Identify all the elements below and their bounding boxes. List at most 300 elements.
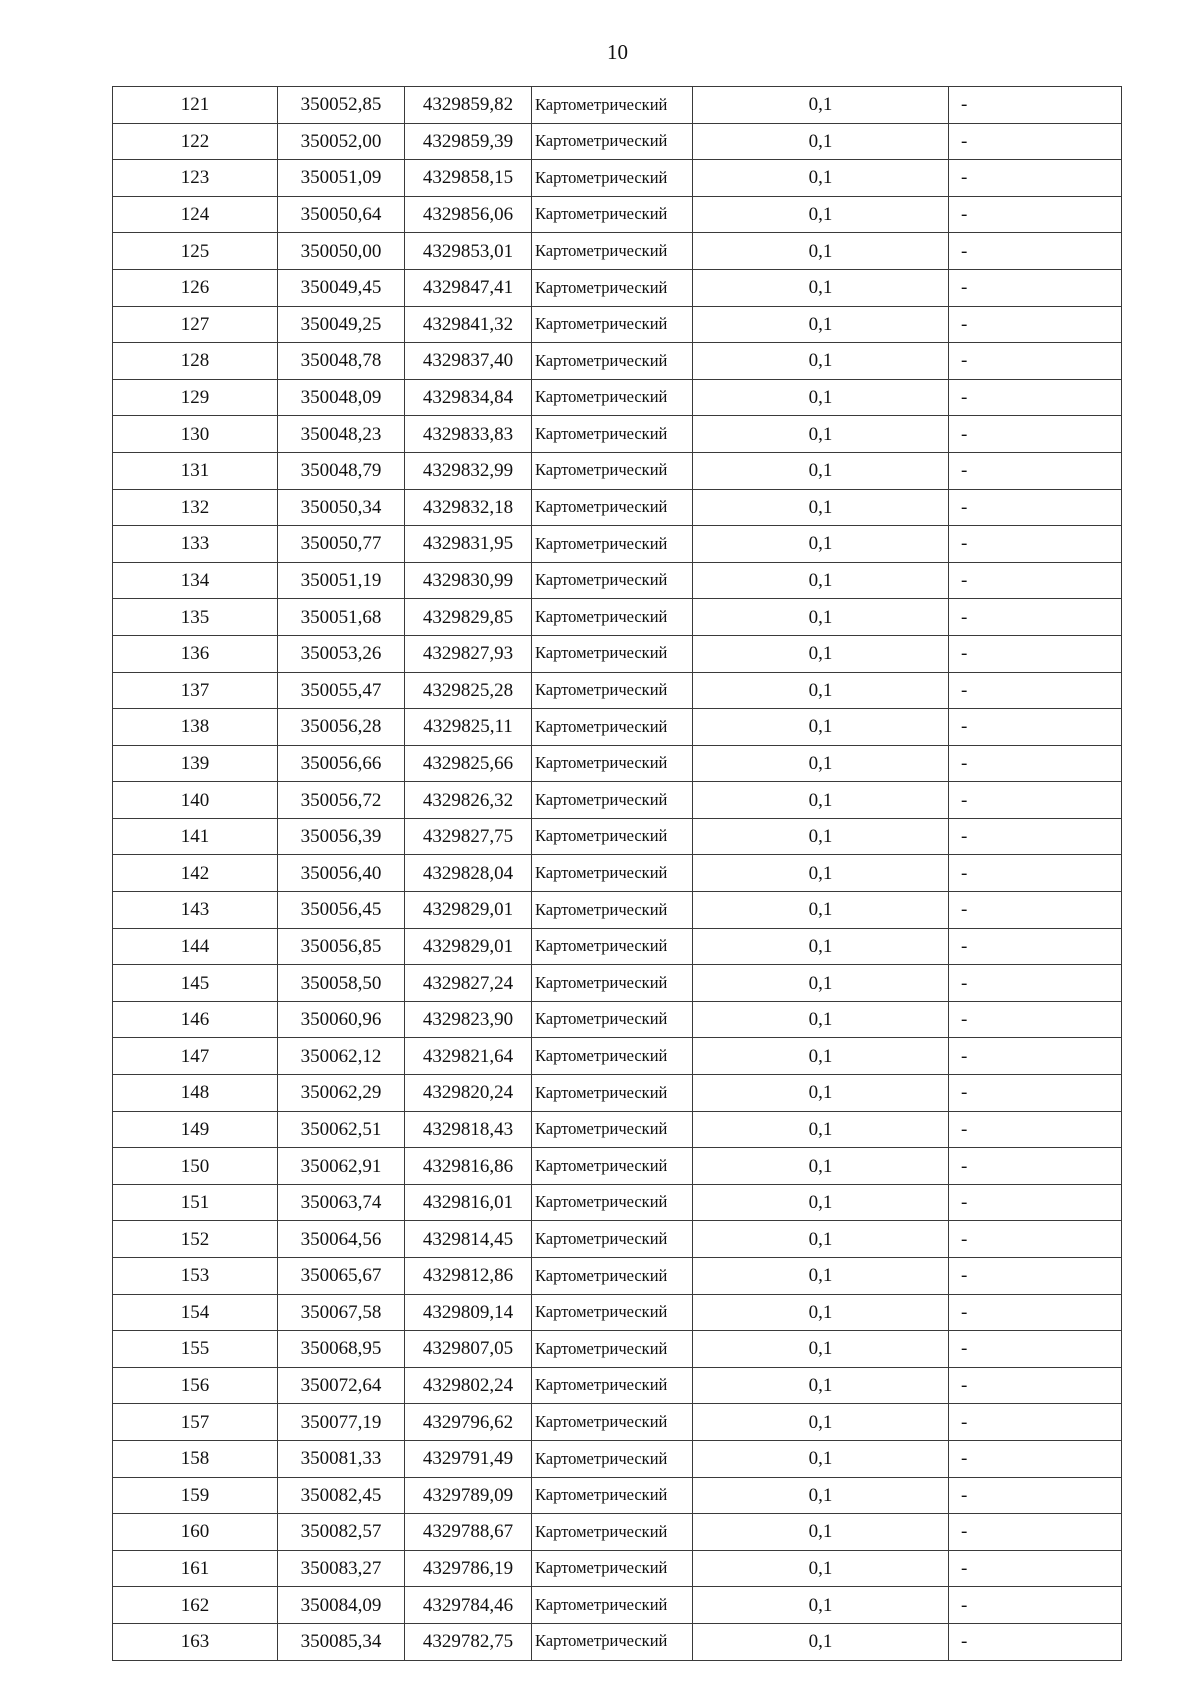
x-coordinate-cell: 350051,19	[278, 562, 405, 599]
table-row	[113, 928, 1122, 965]
method-cell: Картометрический	[532, 1294, 693, 1331]
y-coordinate-cell: 4329821,64	[405, 1038, 532, 1075]
x-coordinate-cell: 350052,00	[278, 123, 405, 160]
method-cell: Картометрический	[532, 782, 693, 819]
point-number-cell: 131	[113, 452, 278, 489]
y-coordinate-cell: 4329826,32	[405, 782, 532, 819]
table-row	[113, 1587, 1122, 1624]
x-coordinate-cell: 350055,47	[278, 672, 405, 709]
table-row	[113, 635, 1122, 672]
table-row	[113, 1111, 1122, 1148]
description-cell: -	[949, 855, 1122, 892]
description-cell: -	[949, 1111, 1122, 1148]
y-coordinate-cell: 4329809,14	[405, 1294, 532, 1331]
accuracy-cell: 0,1	[693, 892, 949, 929]
description-cell: -	[949, 452, 1122, 489]
y-coordinate-cell: 4329830,99	[405, 562, 532, 599]
method-cell: Картометрический	[532, 416, 693, 453]
accuracy-cell: 0,1	[693, 1550, 949, 1587]
y-coordinate-cell: 4329825,66	[405, 745, 532, 782]
x-coordinate-cell: 350063,74	[278, 1184, 405, 1221]
table-row	[113, 526, 1122, 563]
description-cell: -	[949, 1258, 1122, 1295]
accuracy-cell: 0,1	[693, 1221, 949, 1258]
table-row	[113, 196, 1122, 233]
table-row	[113, 343, 1122, 380]
y-coordinate-cell: 4329847,41	[405, 269, 532, 306]
description-cell: -	[949, 196, 1122, 233]
point-number-cell: 129	[113, 379, 278, 416]
method-cell: Картометрический	[532, 1111, 693, 1148]
accuracy-cell: 0,1	[693, 965, 949, 1002]
description-cell: -	[949, 1587, 1122, 1624]
point-number-cell: 147	[113, 1038, 278, 1075]
point-number-cell: 128	[113, 343, 278, 380]
method-cell: Картометрический	[532, 1404, 693, 1441]
x-coordinate-cell: 350056,28	[278, 709, 405, 746]
x-coordinate-cell: 350056,85	[278, 928, 405, 965]
accuracy-cell: 0,1	[693, 1148, 949, 1185]
point-number-cell: 158	[113, 1440, 278, 1477]
accuracy-cell: 0,1	[693, 928, 949, 965]
point-number-cell: 123	[113, 160, 278, 197]
accuracy-cell: 0,1	[693, 855, 949, 892]
accuracy-cell: 0,1	[693, 1514, 949, 1551]
description-cell: -	[949, 1477, 1122, 1514]
accuracy-cell: 0,1	[693, 1623, 949, 1660]
point-number-cell: 155	[113, 1331, 278, 1368]
accuracy-cell: 0,1	[693, 745, 949, 782]
x-coordinate-cell: 350058,50	[278, 965, 405, 1002]
x-coordinate-cell: 350048,78	[278, 343, 405, 380]
method-cell: Картометрический	[532, 818, 693, 855]
method-cell: Картометрический	[532, 1331, 693, 1368]
page-number: 10	[607, 40, 628, 64]
x-coordinate-cell: 350084,09	[278, 1587, 405, 1624]
point-number-cell: 135	[113, 599, 278, 636]
accuracy-cell: 0,1	[693, 526, 949, 563]
accuracy-cell: 0,1	[693, 269, 949, 306]
accuracy-cell: 0,1	[693, 1294, 949, 1331]
method-cell: Картометрический	[532, 1184, 693, 1221]
accuracy-cell: 0,1	[693, 635, 949, 672]
x-coordinate-cell: 350081,33	[278, 1440, 405, 1477]
table-row	[113, 1440, 1122, 1477]
y-coordinate-cell: 4329828,04	[405, 855, 532, 892]
method-cell: Картометрический	[532, 1587, 693, 1624]
y-coordinate-cell: 4329833,83	[405, 416, 532, 453]
accuracy-cell: 0,1	[693, 562, 949, 599]
table-row	[113, 1477, 1122, 1514]
point-number-cell: 139	[113, 745, 278, 782]
method-cell: Картометрический	[532, 745, 693, 782]
description-cell: -	[949, 379, 1122, 416]
point-number-cell: 148	[113, 1075, 278, 1112]
y-coordinate-cell: 4329782,75	[405, 1623, 532, 1660]
x-coordinate-cell: 350050,34	[278, 489, 405, 526]
x-coordinate-cell: 350050,00	[278, 233, 405, 270]
method-cell: Картометрический	[532, 672, 693, 709]
y-coordinate-cell: 4329796,62	[405, 1404, 532, 1441]
y-coordinate-cell: 4329814,45	[405, 1221, 532, 1258]
table-row	[113, 123, 1122, 160]
method-cell: Картометрический	[532, 709, 693, 746]
method-cell: Картометрический	[532, 892, 693, 929]
description-cell: -	[949, 526, 1122, 563]
method-cell: Картометрический	[532, 1367, 693, 1404]
x-coordinate-cell: 350049,25	[278, 306, 405, 343]
method-cell: Картометрический	[532, 1514, 693, 1551]
description-cell: -	[949, 1075, 1122, 1112]
y-coordinate-cell: 4329807,05	[405, 1331, 532, 1368]
method-cell: Картометрический	[532, 269, 693, 306]
x-coordinate-cell: 350056,72	[278, 782, 405, 819]
description-cell: -	[949, 1148, 1122, 1185]
point-number-cell: 141	[113, 818, 278, 855]
y-coordinate-cell: 4329856,06	[405, 196, 532, 233]
method-cell: Картометрический	[532, 1221, 693, 1258]
table-row	[113, 672, 1122, 709]
y-coordinate-cell: 4329827,75	[405, 818, 532, 855]
x-coordinate-cell: 350085,34	[278, 1623, 405, 1660]
x-coordinate-cell: 350060,96	[278, 1001, 405, 1038]
y-coordinate-cell: 4329816,86	[405, 1148, 532, 1185]
description-cell: -	[949, 892, 1122, 929]
y-coordinate-cell: 4329825,28	[405, 672, 532, 709]
method-cell: Картометрический	[532, 526, 693, 563]
description-cell: -	[949, 599, 1122, 636]
method-cell: Картометрический	[532, 452, 693, 489]
table-row	[113, 855, 1122, 892]
accuracy-cell: 0,1	[693, 87, 949, 124]
table-row	[113, 1001, 1122, 1038]
method-cell: Картометрический	[532, 343, 693, 380]
description-cell: -	[949, 269, 1122, 306]
accuracy-cell: 0,1	[693, 1001, 949, 1038]
method-cell: Картометрический	[532, 599, 693, 636]
description-cell: -	[949, 1404, 1122, 1441]
accuracy-cell: 0,1	[693, 1587, 949, 1624]
x-coordinate-cell: 350068,95	[278, 1331, 405, 1368]
y-coordinate-cell: 4329841,32	[405, 306, 532, 343]
method-cell: Картометрический	[532, 1001, 693, 1038]
x-coordinate-cell: 350062,29	[278, 1075, 405, 1112]
description-cell: -	[949, 818, 1122, 855]
point-number-cell: 130	[113, 416, 278, 453]
y-coordinate-cell: 4329827,24	[405, 965, 532, 1002]
point-number-cell: 157	[113, 1404, 278, 1441]
accuracy-cell: 0,1	[693, 343, 949, 380]
coordinates-table-body	[113, 87, 1122, 1661]
x-coordinate-cell: 350056,40	[278, 855, 405, 892]
y-coordinate-cell: 4329859,39	[405, 123, 532, 160]
point-number-cell: 144	[113, 928, 278, 965]
description-cell: -	[949, 306, 1122, 343]
table-row	[113, 892, 1122, 929]
description-cell: -	[949, 1331, 1122, 1368]
accuracy-cell: 0,1	[693, 1477, 949, 1514]
description-cell: -	[949, 1367, 1122, 1404]
x-coordinate-cell: 350056,45	[278, 892, 405, 929]
table-row	[113, 1038, 1122, 1075]
accuracy-cell: 0,1	[693, 1331, 949, 1368]
description-cell: -	[949, 343, 1122, 380]
point-number-cell: 146	[113, 1001, 278, 1038]
table-row	[113, 233, 1122, 270]
table-row	[113, 1331, 1122, 1368]
description-cell: -	[949, 635, 1122, 672]
table-row	[113, 818, 1122, 855]
table-row	[113, 1184, 1122, 1221]
table-row	[113, 1404, 1122, 1441]
accuracy-cell: 0,1	[693, 1367, 949, 1404]
table-row	[113, 709, 1122, 746]
y-coordinate-cell: 4329820,24	[405, 1075, 532, 1112]
y-coordinate-cell: 4329853,01	[405, 233, 532, 270]
x-coordinate-cell: 350051,68	[278, 599, 405, 636]
description-cell: -	[949, 1294, 1122, 1331]
method-cell: Картометрический	[532, 928, 693, 965]
accuracy-cell: 0,1	[693, 233, 949, 270]
point-number-cell: 163	[113, 1623, 278, 1660]
table-row	[113, 306, 1122, 343]
y-coordinate-cell: 4329818,43	[405, 1111, 532, 1148]
x-coordinate-cell: 350065,67	[278, 1258, 405, 1295]
point-number-cell: 154	[113, 1294, 278, 1331]
point-number-cell: 137	[113, 672, 278, 709]
point-number-cell: 153	[113, 1258, 278, 1295]
x-coordinate-cell: 350056,39	[278, 818, 405, 855]
table-row	[113, 160, 1122, 197]
point-number-cell: 160	[113, 1514, 278, 1551]
description-cell: -	[949, 965, 1122, 1002]
accuracy-cell: 0,1	[693, 1440, 949, 1477]
y-coordinate-cell: 4329832,18	[405, 489, 532, 526]
point-number-cell: 140	[113, 782, 278, 819]
accuracy-cell: 0,1	[693, 1075, 949, 1112]
method-cell: Картометрический	[532, 160, 693, 197]
point-number-cell: 125	[113, 233, 278, 270]
method-cell: Картометрический	[532, 489, 693, 526]
method-cell: Картометрический	[532, 1477, 693, 1514]
accuracy-cell: 0,1	[693, 1258, 949, 1295]
description-cell: -	[949, 1001, 1122, 1038]
y-coordinate-cell: 4329823,90	[405, 1001, 532, 1038]
method-cell: Картометрический	[532, 196, 693, 233]
accuracy-cell: 0,1	[693, 452, 949, 489]
x-coordinate-cell: 350048,09	[278, 379, 405, 416]
point-number-cell: 149	[113, 1111, 278, 1148]
x-coordinate-cell: 350052,85	[278, 87, 405, 124]
table-row	[113, 599, 1122, 636]
x-coordinate-cell: 350050,77	[278, 526, 405, 563]
accuracy-cell: 0,1	[693, 782, 949, 819]
method-cell: Картометрический	[532, 1258, 693, 1295]
x-coordinate-cell: 350062,51	[278, 1111, 405, 1148]
table-row	[113, 1294, 1122, 1331]
point-number-cell: 124	[113, 196, 278, 233]
table-row	[113, 1221, 1122, 1258]
table-row	[113, 562, 1122, 599]
accuracy-cell: 0,1	[693, 672, 949, 709]
coordinates-table	[112, 86, 1122, 1661]
point-number-cell: 122	[113, 123, 278, 160]
y-coordinate-cell: 4329789,09	[405, 1477, 532, 1514]
method-cell: Картометрический	[532, 635, 693, 672]
method-cell: Картометрический	[532, 1440, 693, 1477]
table-row	[113, 1148, 1122, 1185]
table-row	[113, 1514, 1122, 1551]
accuracy-cell: 0,1	[693, 416, 949, 453]
accuracy-cell: 0,1	[693, 489, 949, 526]
y-coordinate-cell: 4329829,01	[405, 892, 532, 929]
description-cell: -	[949, 672, 1122, 709]
table-row	[113, 1075, 1122, 1112]
y-coordinate-cell: 4329791,49	[405, 1440, 532, 1477]
x-coordinate-cell: 350049,45	[278, 269, 405, 306]
y-coordinate-cell: 4329834,84	[405, 379, 532, 416]
point-number-cell: 143	[113, 892, 278, 929]
method-cell: Картометрический	[532, 1148, 693, 1185]
method-cell: Картометрический	[532, 379, 693, 416]
accuracy-cell: 0,1	[693, 599, 949, 636]
description-cell: -	[949, 1221, 1122, 1258]
table-row	[113, 1258, 1122, 1295]
method-cell: Картометрический	[532, 233, 693, 270]
point-number-cell: 132	[113, 489, 278, 526]
point-number-cell: 134	[113, 562, 278, 599]
y-coordinate-cell: 4329812,86	[405, 1258, 532, 1295]
accuracy-cell: 0,1	[693, 818, 949, 855]
table-row	[113, 745, 1122, 782]
description-cell: -	[949, 489, 1122, 526]
point-number-cell: 121	[113, 87, 278, 124]
x-coordinate-cell: 350062,91	[278, 1148, 405, 1185]
x-coordinate-cell: 350082,57	[278, 1514, 405, 1551]
y-coordinate-cell: 4329858,15	[405, 160, 532, 197]
table-row	[113, 416, 1122, 453]
point-number-cell: 151	[113, 1184, 278, 1221]
accuracy-cell: 0,1	[693, 306, 949, 343]
table-row	[113, 269, 1122, 306]
table-row	[113, 1367, 1122, 1404]
point-number-cell: 152	[113, 1221, 278, 1258]
accuracy-cell: 0,1	[693, 1038, 949, 1075]
y-coordinate-cell: 4329827,93	[405, 635, 532, 672]
point-number-cell: 156	[113, 1367, 278, 1404]
x-coordinate-cell: 350072,64	[278, 1367, 405, 1404]
point-number-cell: 127	[113, 306, 278, 343]
y-coordinate-cell: 4329786,19	[405, 1550, 532, 1587]
table-row	[113, 489, 1122, 526]
point-number-cell: 136	[113, 635, 278, 672]
y-coordinate-cell: 4329832,99	[405, 452, 532, 489]
y-coordinate-cell: 4329816,01	[405, 1184, 532, 1221]
x-coordinate-cell: 350048,79	[278, 452, 405, 489]
description-cell: -	[949, 709, 1122, 746]
description-cell: -	[949, 1038, 1122, 1075]
description-cell: -	[949, 745, 1122, 782]
accuracy-cell: 0,1	[693, 196, 949, 233]
point-number-cell: 150	[113, 1148, 278, 1185]
description-cell: -	[949, 1623, 1122, 1660]
accuracy-cell: 0,1	[693, 1184, 949, 1221]
y-coordinate-cell: 4329831,95	[405, 526, 532, 563]
table-row	[113, 379, 1122, 416]
method-cell: Картометрический	[532, 123, 693, 160]
description-cell: -	[949, 87, 1122, 124]
description-cell: -	[949, 123, 1122, 160]
point-number-cell: 138	[113, 709, 278, 746]
point-number-cell: 133	[113, 526, 278, 563]
accuracy-cell: 0,1	[693, 379, 949, 416]
y-coordinate-cell: 4329829,85	[405, 599, 532, 636]
method-cell: Картометрический	[532, 965, 693, 1002]
method-cell: Картометрический	[532, 1623, 693, 1660]
point-number-cell: 159	[113, 1477, 278, 1514]
table-row	[113, 1623, 1122, 1660]
table-row	[113, 782, 1122, 819]
y-coordinate-cell: 4329829,01	[405, 928, 532, 965]
method-cell: Картометрический	[532, 1038, 693, 1075]
y-coordinate-cell: 4329837,40	[405, 343, 532, 380]
description-cell: -	[949, 160, 1122, 197]
x-coordinate-cell: 350062,12	[278, 1038, 405, 1075]
x-coordinate-cell: 350050,64	[278, 196, 405, 233]
method-cell: Картометрический	[532, 87, 693, 124]
description-cell: -	[949, 1550, 1122, 1587]
description-cell: -	[949, 928, 1122, 965]
y-coordinate-cell: 4329788,67	[405, 1514, 532, 1551]
table-row	[113, 452, 1122, 489]
accuracy-cell: 0,1	[693, 160, 949, 197]
x-coordinate-cell: 350064,56	[278, 1221, 405, 1258]
description-cell: -	[949, 1440, 1122, 1477]
y-coordinate-cell: 4329859,82	[405, 87, 532, 124]
accuracy-cell: 0,1	[693, 1404, 949, 1441]
y-coordinate-cell: 4329802,24	[405, 1367, 532, 1404]
table-row	[113, 87, 1122, 124]
method-cell: Картометрический	[532, 1550, 693, 1587]
method-cell: Картометрический	[532, 1075, 693, 1112]
point-number-cell: 145	[113, 965, 278, 1002]
description-cell: -	[949, 416, 1122, 453]
y-coordinate-cell: 4329784,46	[405, 1587, 532, 1624]
description-cell: -	[949, 1184, 1122, 1221]
x-coordinate-cell: 350083,27	[278, 1550, 405, 1587]
method-cell: Картометрический	[532, 855, 693, 892]
accuracy-cell: 0,1	[693, 1111, 949, 1148]
accuracy-cell: 0,1	[693, 123, 949, 160]
description-cell: -	[949, 233, 1122, 270]
method-cell: Картометрический	[532, 562, 693, 599]
x-coordinate-cell: 350053,26	[278, 635, 405, 672]
x-coordinate-cell: 350056,66	[278, 745, 405, 782]
point-number-cell: 126	[113, 269, 278, 306]
accuracy-cell: 0,1	[693, 709, 949, 746]
point-number-cell: 162	[113, 1587, 278, 1624]
description-cell: -	[949, 562, 1122, 599]
table-row	[113, 1550, 1122, 1587]
description-cell: -	[949, 1514, 1122, 1551]
description-cell: -	[949, 782, 1122, 819]
y-coordinate-cell: 4329825,11	[405, 709, 532, 746]
point-number-cell: 161	[113, 1550, 278, 1587]
point-number-cell: 142	[113, 855, 278, 892]
table-row	[113, 965, 1122, 1002]
x-coordinate-cell: 350067,58	[278, 1294, 405, 1331]
x-coordinate-cell: 350051,09	[278, 160, 405, 197]
